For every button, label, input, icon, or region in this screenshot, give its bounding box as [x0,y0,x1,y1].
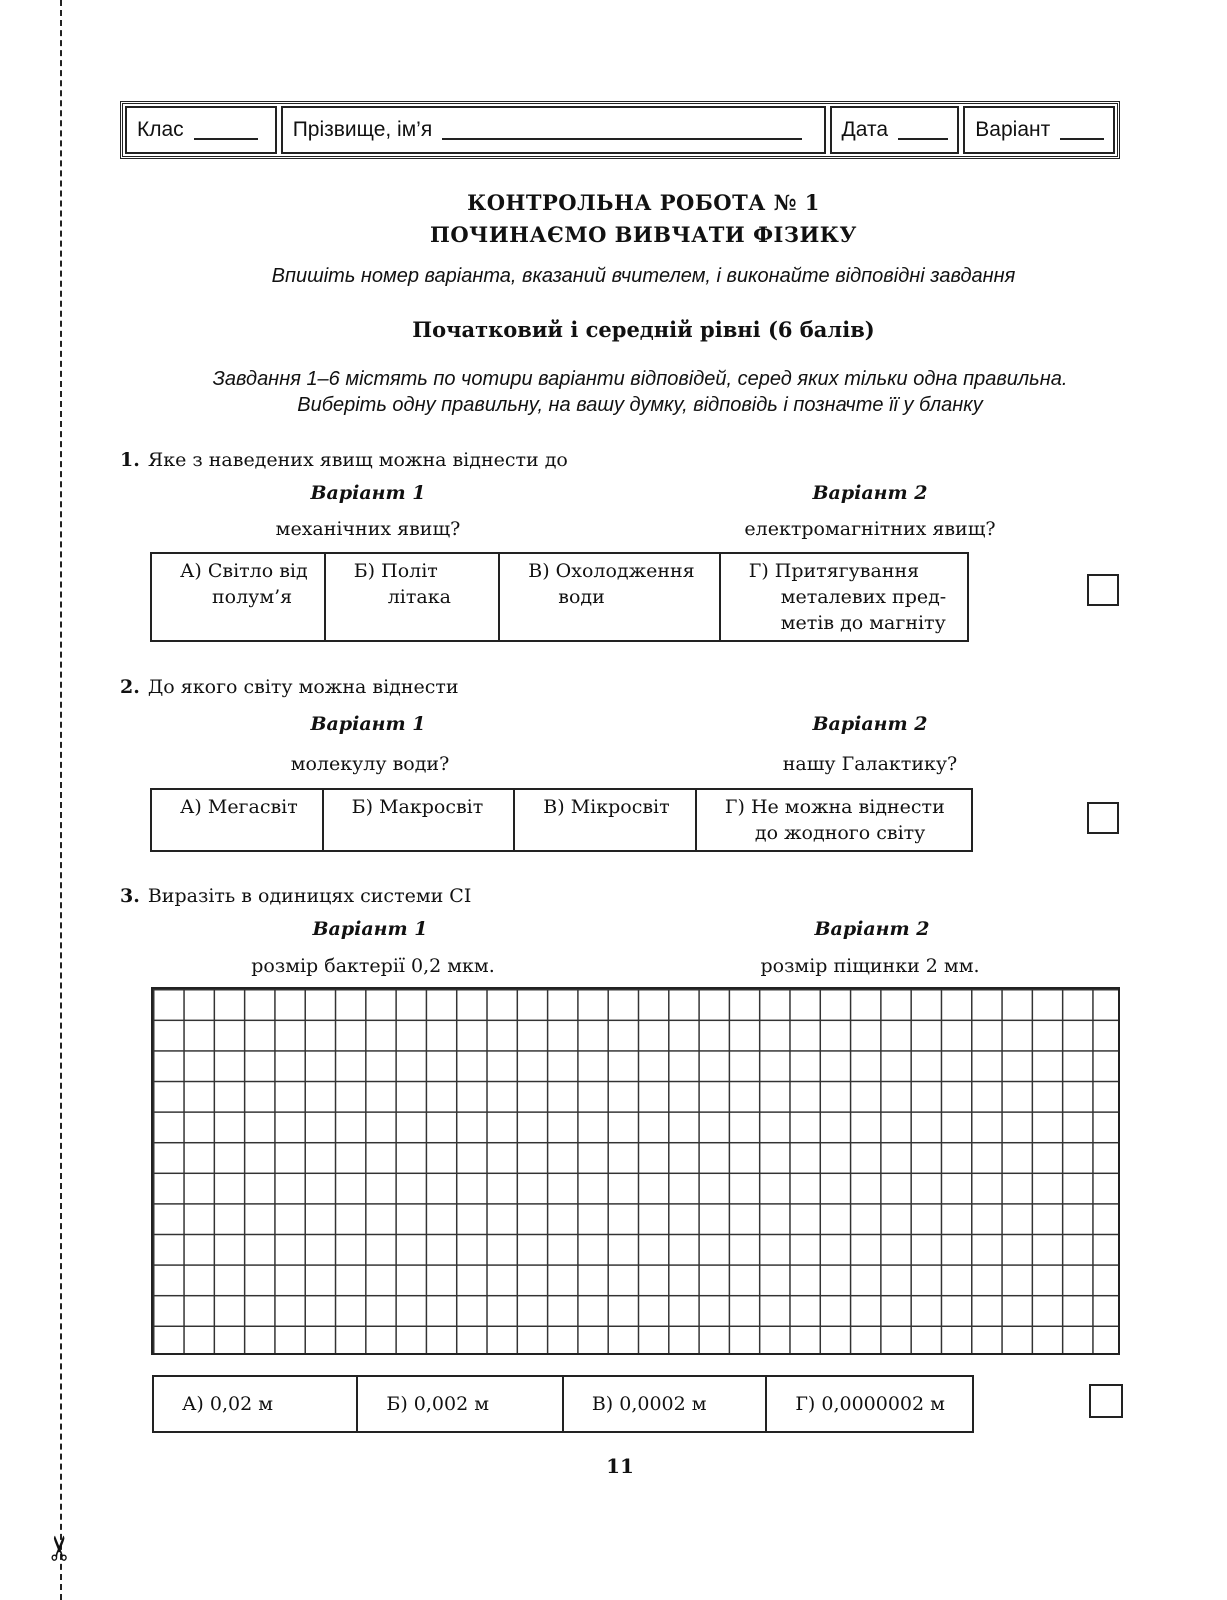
date-label: Дата [841,118,889,141]
variant-blank[interactable] [1060,120,1104,140]
test-title: КОНТРОЛЬНА РОБОТА № 1 [467,190,820,215]
date-blank[interactable] [898,120,948,140]
q3-option-a[interactable]: А) 0,02 м [153,1376,357,1432]
q1-variant1-label: Варіант 1 [310,482,426,504]
page-number: 11 [606,1454,634,1478]
variant-field[interactable] [963,106,1115,154]
q3-variant2-text: розмір піщинки 2 мм. [760,955,980,977]
q2-variant2-text: нашу Галактику? [782,753,958,775]
q2-option-c[interactable]: В) Мікросвіт [514,789,696,851]
q1-variant2-label: Варіант 2 [812,482,928,504]
date-field[interactable] [830,106,960,154]
q1-answer-box[interactable] [1087,574,1119,606]
q2-variant2-label: Варіант 2 [812,713,928,735]
q2-option-a[interactable]: А) Мегасвіт [151,789,323,851]
q2-variant1-text: молекулу води? [290,753,450,775]
name-blank[interactable] [442,120,802,140]
q3-option-b[interactable]: Б) 0,002 м [357,1376,562,1432]
instruction-text: Впишіть номер варіанта, вказаний вчителем, і виконайте відповідні завдання [271,265,1016,287]
question-1: 1. Яке з наведених явищ можна віднести до [120,449,568,471]
q2-answer-box[interactable] [1087,802,1119,834]
question-3: 3. Виразіть в одиницях системи СІ [120,885,472,907]
q3-variant1-label: Варіант 1 [312,918,428,940]
answer-grid[interactable] [151,987,1120,1355]
q2-variant1-label: Варіант 1 [310,713,426,735]
q2-option-d[interactable]: Г) Не можна віднести до жодного світу [696,789,972,851]
q2-answer-table [150,788,973,852]
level-instruction-line2: Виберіть одну правильну, на вашу думку, відповідь і позначте її у бланку [297,394,983,416]
class-blank[interactable] [194,120,258,140]
name-label: Прізвище, ім’я [292,118,433,141]
test-subtitle: ПОЧИНАЄМО ВИВЧАТИ ФІЗИКУ [430,222,857,247]
class-field[interactable] [125,106,277,154]
q3-answer-table [152,1375,974,1433]
q3-option-d[interactable]: Г) 0,0000002 м [766,1376,973,1432]
q1-option-a[interactable]: А) Світло від полум’я [151,553,325,641]
name-field[interactable] [281,106,826,154]
q1-option-c[interactable]: В) Охолодження води [499,553,719,641]
q3-variant2-label: Варіант 2 [814,918,930,940]
q1-answer-table [150,552,969,642]
question-2: 2. До якого світу можна віднести [120,676,459,698]
q2-option-b[interactable]: Б) Макросвіт [323,789,515,851]
level-title: Початковий і середній рівні (6 балів) [412,317,875,342]
student-info-header [120,101,1120,159]
class-label: Клас [137,118,184,141]
q3-variant1-text: розмір бактерії 0,2 мкм. [251,955,495,977]
q1-variant2-text: електромагнітних явищ? [744,518,996,540]
q1-option-d[interactable]: Г) Притягування металевих пред- метів до магніту [720,553,968,641]
scissors-icon: ✂ [40,1533,81,1563]
variant-label: Варіант [975,118,1051,141]
q3-option-c[interactable]: В) 0,0002 м [563,1376,767,1432]
level-instruction-line1: Завдання 1–6 містять по чотири варіанти відповідей, серед яких тільки одна правильна. [212,368,1068,390]
q1-variant1-text: механічних явищ? [275,518,461,540]
q1-option-b[interactable]: Б) Політ літака [325,553,500,641]
q3-answer-box[interactable] [1089,1384,1123,1418]
